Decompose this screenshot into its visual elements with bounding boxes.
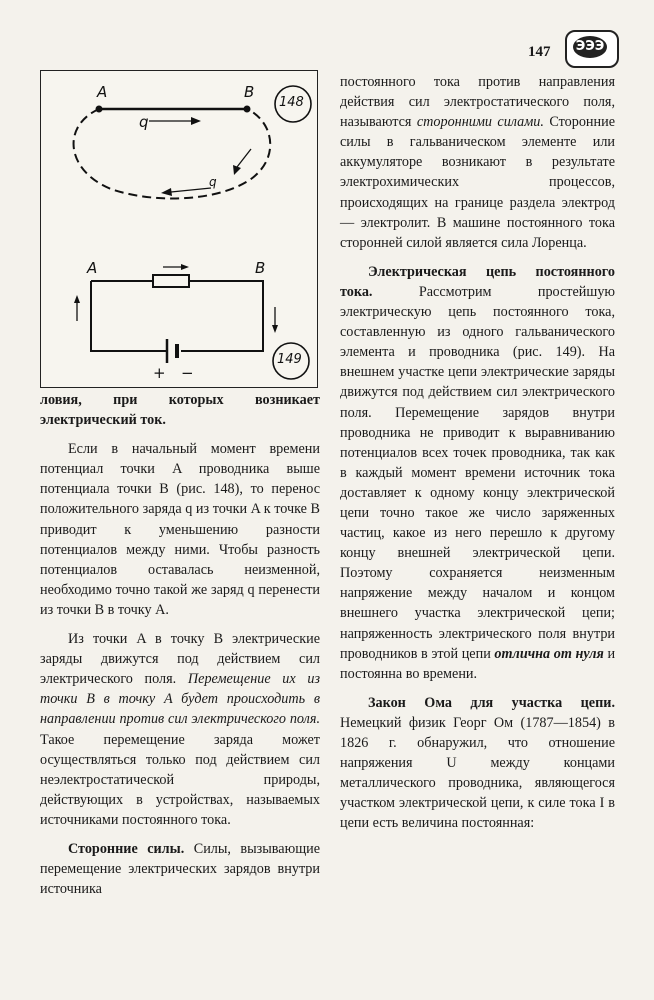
arrowhead-up-icon bbox=[74, 295, 80, 303]
page-number: 147 bbox=[528, 44, 551, 60]
section-heading: Сторонние силы. bbox=[68, 840, 185, 857]
circuit-diagrams bbox=[41, 71, 319, 389]
minus-sign: − bbox=[181, 364, 194, 382]
label-b: B bbox=[255, 259, 266, 277]
plus-sign: + bbox=[153, 364, 166, 382]
text-normal: Немецкий физик Георг Ом (1787—1854) в 1826 г. обнаружил, что отношение напряжения U между концами металлического проводника, являющегося участком электрической цепи, к силе тока I в цепи есть величина постоянная: bbox=[340, 714, 615, 832]
dashed-return-path bbox=[74, 109, 271, 198]
label-a: A bbox=[97, 83, 108, 101]
wire-left bbox=[91, 281, 166, 351]
paragraph-ohms-law bbox=[340, 693, 615, 834]
figure-panel bbox=[40, 70, 318, 388]
emblem-text: ЭЭЭ bbox=[573, 36, 607, 58]
arrowhead-down-icon bbox=[233, 165, 241, 175]
section-heading: Закон Ома для участка цепи. bbox=[368, 694, 615, 711]
figure-number-148: 148 bbox=[279, 95, 304, 110]
text-italic: сторонними силами. bbox=[416, 114, 544, 131]
resistor-icon bbox=[153, 275, 189, 287]
text-normal: и постоянна во времени. bbox=[340, 645, 616, 682]
text-normal: постоянного тока против направления действия сил электростатического поля, называются bbox=[340, 74, 615, 131]
arrowhead-left-icon bbox=[161, 188, 172, 196]
label-b: B bbox=[244, 83, 255, 101]
arrowhead-top-icon bbox=[181, 264, 189, 270]
text-normal: Рассмотрим простейшую электрическую цепь постоянного тока, составленную из одного гальванического элемента и проводника (рис. 149). На внешнем участке цепи электрические заряды движутся под действием сил электрического поля. Перемещение зарядов внутри проводника не приводит к выравниванию потенциалов всех точек проводника, так как в каждый момент времени источник тока доставляет к одному концу электрической цепи точно такое же число заряженных частиц, какое из него перешло к другому концу внешней электрической цепи. Поэтому сохраняется неизменным напряжение между началом и концом внешнего участка электрической цепи; напряженность электрического поля внутри проводников в этой цепи bbox=[340, 283, 616, 662]
text-normal: Из точки A в точку B электрические заряды движутся под действием сил электрического поля. bbox=[40, 631, 320, 688]
paragraph-external-forces-cont bbox=[340, 72, 615, 253]
paragraph-charges-motion bbox=[40, 629, 320, 830]
paragraph-dc-circuit bbox=[340, 262, 615, 684]
left-column bbox=[40, 390, 320, 899]
text-normal: Силы, вызывающие перемещение электрических зарядов внутри источника bbox=[40, 840, 321, 898]
right-column bbox=[340, 72, 615, 833]
paragraph-external-forces bbox=[40, 839, 320, 899]
arrowhead-down2-icon bbox=[272, 325, 278, 333]
arrow-left-icon bbox=[171, 188, 211, 192]
text-italic: отлична от нуля bbox=[494, 645, 604, 662]
paragraph-potential: Если в начальный момент времени потенциал точки A проводника выше потенциала точки B (рис. 148), то перенос положительного заряда q из точки A к точке B приводит к уменьшению разности потенциалов между ними. Чтобы разность потенциалов оставалась неизменной, необходимо точно такой же заряд q перенести из точки B в точку A. bbox=[40, 441, 320, 618]
paragraph-continuation: ловия, при которых возникает электрический ток. bbox=[40, 392, 320, 429]
arrowhead-right-icon bbox=[191, 117, 201, 125]
text-normal: Сторонние силы в гальваническом элементе или аккумуляторе возникают в результате электрохимических процессов, происходящих на границе раздела электрод — электролит. В машине постоянного тока сторонней силой является сила Лоренца. bbox=[340, 114, 616, 251]
text-italic: Перемещение их из точки B в точку A будет происходить в направлении против сил электрического поля. bbox=[40, 671, 320, 728]
figure-148 bbox=[74, 86, 311, 198]
figure-number-149: 149 bbox=[277, 352, 302, 367]
wire-right bbox=[91, 281, 263, 351]
figure-149 bbox=[74, 264, 309, 379]
charge-label-top: q bbox=[139, 113, 149, 131]
text-normal: Такое перемещение заряда может осуществляться только под действием сил неэлектростатической природы, действующих в устройствах, называемых источниками постоянного тока. bbox=[40, 731, 320, 828]
label-a: A bbox=[87, 259, 98, 277]
chapter-emblem-icon bbox=[565, 30, 619, 68]
section-heading: Электрическая цепь постоянного тока. bbox=[340, 263, 615, 300]
arrow-down-icon bbox=[237, 149, 251, 167]
charge-label-bottom: q bbox=[209, 175, 217, 189]
